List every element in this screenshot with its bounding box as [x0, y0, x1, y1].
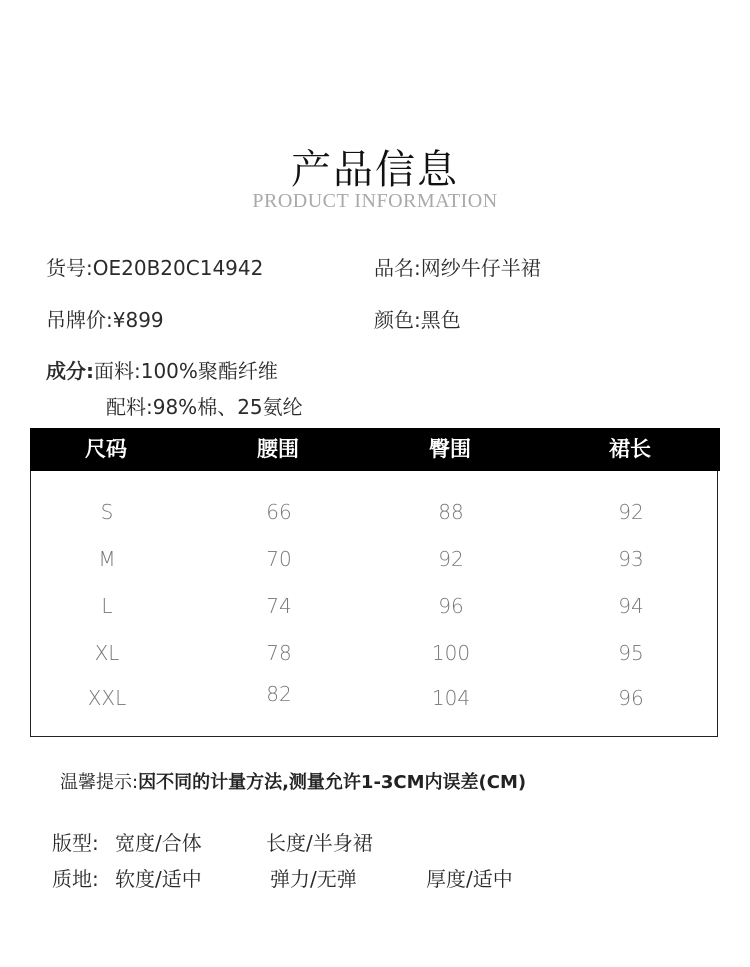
tag-price-value: ¥899	[112, 308, 164, 332]
product-name-label: 品名:	[374, 256, 421, 280]
cell-waist: 70	[266, 547, 292, 571]
texture-label: 质地:	[52, 867, 99, 891]
color-label: 颜色:	[374, 308, 421, 332]
header-length: 裙长	[609, 437, 651, 461]
cell-size: M	[98, 547, 116, 571]
cell-length: 95	[618, 641, 644, 665]
cell-hip: 96	[438, 594, 464, 618]
cell-size: L	[101, 594, 113, 618]
product-name-value: 网纱牛仔半裙	[420, 256, 541, 280]
color-value: 黑色	[420, 308, 461, 332]
texture-thickness: 厚度/适中	[426, 867, 513, 891]
composition-trim: 配料:98%棉、25氨纶	[106, 395, 303, 419]
tag-price	[46, 304, 164, 333]
product-name	[374, 252, 541, 281]
cell-hip: 104	[431, 686, 471, 710]
cell-waist: 78	[266, 641, 292, 665]
cell-hip: 92	[438, 547, 464, 571]
color	[374, 304, 461, 333]
item-number-value: OE20B20C14942	[92, 256, 264, 280]
cell-length: 94	[618, 594, 644, 618]
cell-length: 92	[618, 500, 644, 524]
composition	[46, 355, 278, 384]
tag-price-label: 吊牌价:	[46, 308, 113, 332]
item-number	[46, 252, 263, 281]
fit-length: 长度/半身裙	[266, 831, 373, 855]
cell-hip: 100	[431, 641, 471, 665]
composition-label: 成分:	[46, 359, 94, 383]
tip-text: 因不同的计量方法,测量允许1-3CM内误差(CM)	[138, 772, 527, 793]
cell-hip: 88	[438, 500, 464, 524]
cell-size: S	[100, 500, 114, 524]
tip-label: 温馨提示:	[60, 772, 139, 793]
header-hip: 臀围	[429, 437, 471, 461]
fit-label: 版型:	[52, 831, 99, 855]
fit-width: 宽度/合体	[115, 831, 202, 855]
texture-softness: 软度/适中	[115, 867, 202, 891]
cell-waist: 82	[266, 682, 292, 706]
item-number-label: 货号:	[46, 256, 93, 280]
composition-fabric: 面料:100%聚酯纤维	[94, 359, 278, 383]
header-size: 尺码	[85, 437, 127, 461]
size-table	[30, 428, 718, 737]
cell-size: XL	[94, 641, 120, 665]
measurement-tip	[60, 768, 526, 794]
page-title: 产品信息	[291, 147, 459, 193]
page-subtitle: PRODUCT INFORMATION	[252, 190, 498, 212]
cell-waist: 74	[266, 594, 292, 618]
cell-waist: 66	[266, 500, 292, 524]
size-table-header	[30, 428, 720, 471]
texture-elasticity: 弹力/无弹	[270, 867, 357, 891]
cell-length: 96	[618, 686, 644, 710]
header-waist: 腰围	[257, 437, 299, 461]
cell-length: 93	[618, 547, 644, 571]
cell-size: XXL	[87, 686, 127, 710]
